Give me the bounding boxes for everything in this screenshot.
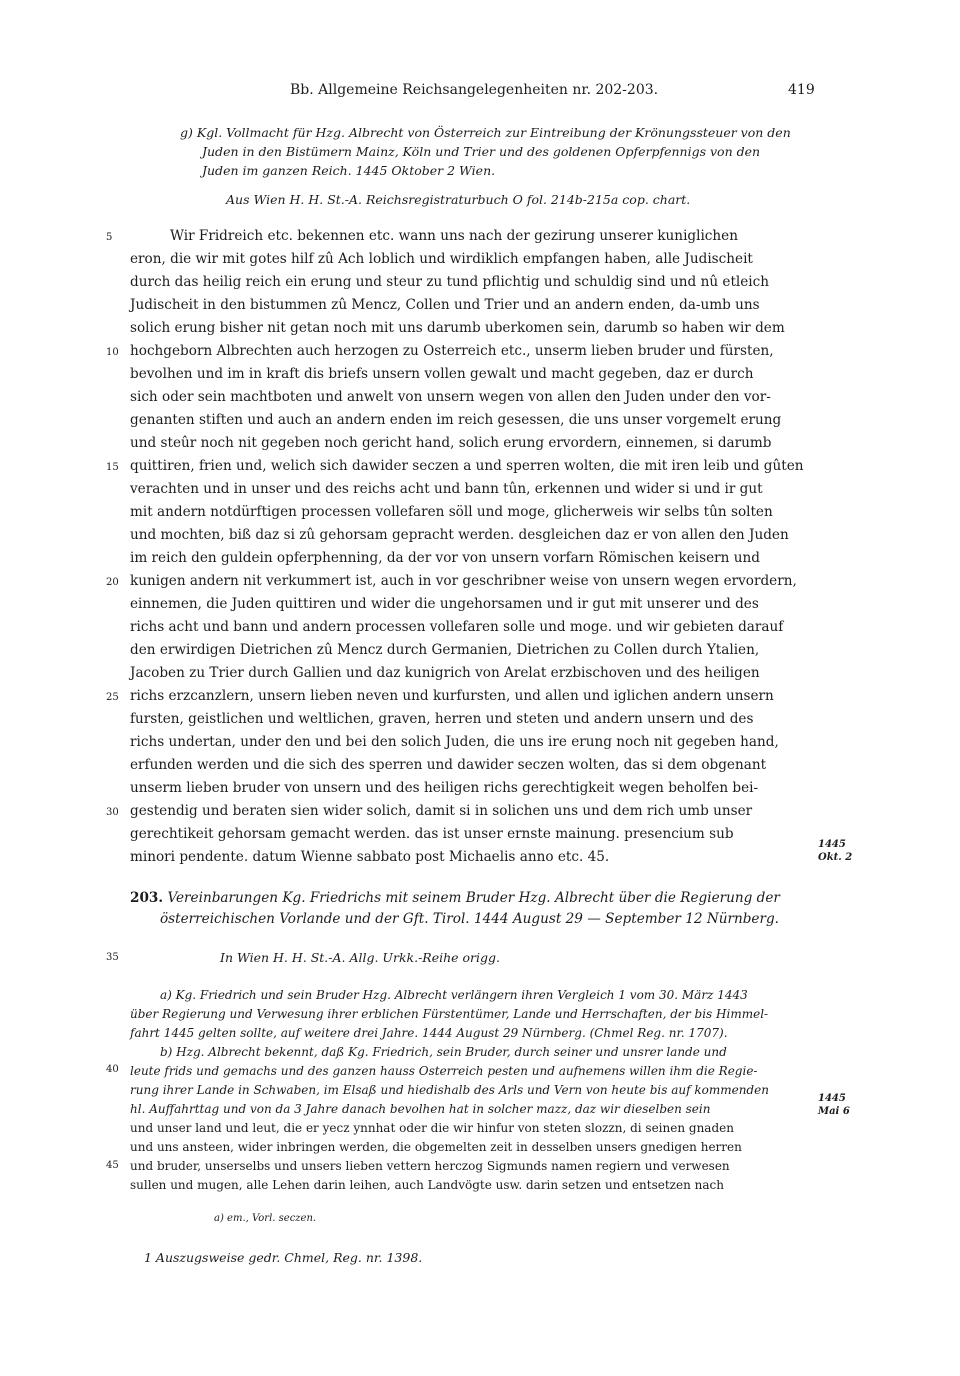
- line-number: 10: [106, 347, 119, 358]
- page-number: 419: [788, 82, 815, 98]
- footnote-1: 1 Auszugsweise gedr. Chmel, Reg. nr. 1398.: [144, 1250, 423, 1265]
- title-line: g) Kgl. Vollmacht für Hzg. Albrecht von Österreich zur Eintreibung der Krönungssteuer von den: [180, 125, 791, 140]
- margin-year: 1445: [818, 839, 846, 850]
- text-line: leute frids und gemachs und des ganzen hauss Osterreich pesten und aufnemens willen ihm die Regie-: [130, 1064, 758, 1078]
- text-line: genanten stiften und auch an andern enden im reich gesessen, die uns unser vorgemelt erung: [130, 412, 782, 428]
- text-line: den erwirdigen Dietrichen zû Mencz durch Germanien, Dietrichen zu Collen durch Ytalien,: [130, 642, 760, 658]
- line-number: 40: [106, 1064, 119, 1075]
- text-line: eron, die wir mit gotes hilf zû Ach loblich und wirdiklich empfangen haben, alle Judischeit: [130, 251, 753, 267]
- margin-date: [818, 838, 852, 864]
- text-line: richs acht und bann und andern processen vollefaren solle und moge. und wir gebieten darauf: [130, 619, 784, 635]
- title-text: Vereinbarungen Kg. Friedrichs mit seinem Bruder Hzg. Albrecht über die Regierung der: [167, 890, 780, 906]
- line-number: 25: [106, 692, 119, 703]
- margin-year: 1445: [818, 1093, 846, 1104]
- text-line: und uns ansteen, wider inbringen werden, die obgemelten zeit in desselben unsers gnedigen herren: [130, 1140, 742, 1154]
- text-line: a) Kg. Friedrich und sein Bruder Hzg. Albrecht verlängern ihren Vergleich 1 vom 30. März 1443: [160, 988, 748, 1002]
- line-number: 5: [106, 232, 113, 243]
- text-line: Judischeit in den bistummen zû Mencz, Collen und Trier und an andern enden, da-umb uns: [130, 297, 760, 313]
- text-line: unserm lieben bruder von unsern und des heiligen richs gerechtigkeit wegen beholfen bei-: [130, 780, 759, 796]
- text-line: gerechtikeit gehorsam gemacht werden. das ist unser ernste mainung. presencium sub: [130, 826, 734, 842]
- text-line: und bruder, unserselbs und unsers lieben vettern herczog Sigmunds namen regiern und verwesen: [130, 1159, 730, 1173]
- margin-day: Okt. 2: [818, 852, 853, 863]
- text-line: bevolhen und im in kraft dis briefs unsern vollen gewalt und macht gegeben, daz er durch: [130, 366, 754, 382]
- text-line: einnemen, die Juden quittiren und wider die ungehorsamen und ir gut mit unserer und des: [130, 596, 759, 612]
- text-line: minori pendente. datum Wienne sabbato post Michaelis anno etc. 45.: [130, 849, 610, 865]
- text-line: richs erzcanzlern, unsern lieben neven und kurfursten, und allen und iglichen andern unsern: [130, 688, 774, 704]
- text-line: durch das heilig reich ein erung und steur zu tund pflichtig und schuldig sind und nû etleich: [130, 274, 770, 290]
- line-number: 30: [106, 807, 119, 818]
- text-line: Wir Fridreich etc. bekennen etc. wann uns nach der gezirung unserer kuniglichen: [170, 228, 738, 244]
- margin-date-203: [818, 1092, 850, 1118]
- title-line: [130, 888, 780, 909]
- text-line: hl. Auffahrttag und von da 3 Jahre danach bevolhen hat in solcher mazz, daz wir dieselben sein: [130, 1102, 711, 1116]
- text-line: richs undertan, under den und bei den solich Juden, die uns ire erung noch nit gegeben hand,: [130, 734, 779, 750]
- margin-day: Mai 6: [818, 1106, 850, 1117]
- text-line: und mochten, biß daz si zû gehorsam gepracht werden. desgleichen daz er von allen den Juden: [130, 527, 789, 543]
- text-line: mit andern notdürftigen processen vollefaren söll und moge, glicherweis wir selbs tûn solten: [130, 504, 773, 520]
- text-line: verachten und in unser und des reichs acht und bann tûn, erkennen und wider si und ir gut: [130, 481, 763, 497]
- text-line: und unser land und leut, die er yecz ynnhat oder die wir hinfur von steten slozzn, di seinen gnaden: [130, 1121, 734, 1135]
- line-number: 15: [106, 462, 119, 473]
- source-citation-203: In Wien H. H. St.-A. Allg. Urkk.-Reihe origg.: [220, 950, 500, 965]
- text-line: im reich den guldein opferphenning, da der vor von unsern vorfarn Römischen keisern und: [130, 550, 760, 566]
- text-line: über Regierung und Verwesung ihrer erblichen Fürstentümer, Lande und Herrschaften, der bis Himmel-: [130, 1007, 769, 1021]
- footnote-a: a) em., Vorl. seczen.: [214, 1213, 317, 1224]
- running-header: Bb. Allgemeine Reichsangelegenheiten nr. 202-203.: [290, 82, 659, 98]
- section-g-title: [180, 123, 791, 180]
- text-line: rung ihrer Lande in Schwaben, im Elsaß und hiedishalb des Arls und Vern von heute bis auf kommenden: [130, 1083, 769, 1097]
- text-line: b) Hzg. Albrecht bekennt, daß Kg. Friedrich, sein Bruder, durch seiner und unsrer lande und: [160, 1045, 727, 1059]
- title-line: österreichischen Vorlande und der Gft. Tirol. 1444 August 29 — September 12 Nürnberg.: [160, 911, 779, 927]
- text-line: sullen und mugen, alle Lehen darin leihen, auch Landvögte usw. darin setzen und entsetzen nach: [130, 1178, 724, 1192]
- text-line: quittiren, frien und, welich sich dawider seczen a und sperren wolten, die mit iren leib und gûten: [130, 458, 804, 474]
- text-line: Jacoben zu Trier durch Gallien und daz kunigrich von Arelat erzbischoven und des heiligen: [130, 665, 760, 681]
- text-line: gestendig und beraten sien wider solich, damit si in solichen uns und dem rich umb unser: [130, 803, 753, 819]
- text-line: und steûr noch nit gegeben noch gericht hand, solich erung ervordern, einnemen, si darumb: [130, 435, 772, 451]
- title-line: Juden in den Bistümern Mainz, Köln und Trier und des goldenen Opferpfennigs von den: [202, 144, 761, 159]
- title-line: Juden im ganzen Reich. 1445 Oktober 2 Wien.: [202, 163, 496, 178]
- line-number: 45: [106, 1160, 119, 1171]
- source-citation: Aus Wien H. H. St.-A. Reichsregistraturbuch O fol. 214b-215a cop. chart.: [226, 192, 691, 207]
- document-number: 203.: [130, 890, 164, 906]
- text-line: kunigen andern nit verkummert ist, auch in vor geschribner weise von unsern wegen ervordern,: [130, 573, 797, 589]
- document-203-title: [130, 888, 780, 930]
- text-line: fahrt 1445 gelten sollte, auf weitere drei Jahre. 1444 August 29 Nürnberg. (Chmel Reg. nr. 1707).: [130, 1026, 728, 1040]
- text-line: solich erung bisher nit getan noch mit uns darumb uberkomen sein, darumb so haben wir dem: [130, 320, 785, 336]
- text-line: hochgeborn Albrechten auch herzogen zu Osterreich etc., unserm lieben bruder und fürsten,: [130, 343, 774, 359]
- line-number: 35: [106, 952, 119, 963]
- text-line: erfunden werden und die sich des sperren und dawider seczen wolten, das si dem obgenant: [130, 757, 767, 773]
- line-number: 20: [106, 577, 119, 588]
- text-line: sich oder sein machtboten und anwelt von unsern wegen von allen den Juden under den vor-: [130, 389, 771, 405]
- text-line: fursten, geistlichen und weltlichen, graven, herren und steten und andern unsern und des: [130, 711, 754, 727]
